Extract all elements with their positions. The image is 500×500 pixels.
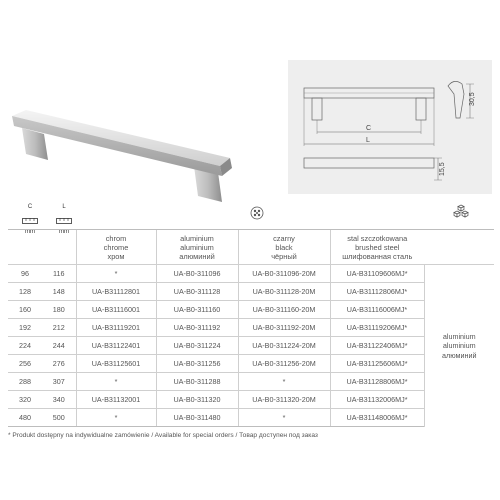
cell-l: 180 — [42, 301, 76, 319]
cell-aluminium: UA-B0-311192 — [156, 319, 238, 337]
cell-aluminium: UA-B0-311320 — [156, 391, 238, 409]
cell-chrome: UA-B31132001 — [76, 391, 156, 409]
cell-chrome: UA-B31122401 — [76, 337, 156, 355]
cell-l: 244 — [42, 337, 76, 355]
cell-c: 96 — [8, 265, 42, 283]
table-row — [8, 391, 494, 409]
table-row — [8, 355, 494, 373]
technical-drawing-panel — [288, 60, 492, 194]
cell-c: 320 — [8, 391, 42, 409]
ruler-icon — [22, 218, 38, 224]
cell-chrome: UA-B31119201 — [76, 319, 156, 337]
cell-l: 340 — [42, 391, 76, 409]
cell-c: 224 — [8, 337, 42, 355]
cell-brushed-steel: UA-B31132006MJ* — [330, 391, 424, 409]
cell-black: UA-B0-311160-20M — [238, 301, 330, 319]
table-row — [8, 265, 494, 283]
table-header-row — [8, 230, 494, 265]
cell-l: 148 — [42, 283, 76, 301]
cell-black: UA-B0-311096-20M — [238, 265, 330, 283]
cell-black: UA-B0-311224-20M — [238, 337, 330, 355]
cell-brushed-steel: UA-B31125606MJ* — [330, 355, 424, 373]
table-row — [8, 301, 494, 319]
header-l — [42, 230, 76, 265]
header-c — [8, 230, 42, 265]
table-row — [8, 373, 494, 391]
header-aluminium: aluminium aluminium алюминий — [156, 230, 238, 265]
table-row — [8, 337, 494, 355]
cell-chrome: UA-B31116001 — [76, 301, 156, 319]
grain-icon — [250, 206, 264, 220]
cell-brushed-steel: UA-B31122406MJ* — [330, 337, 424, 355]
cell-c: 160 — [8, 301, 42, 319]
cell-aluminium: UA-B0-311256 — [156, 355, 238, 373]
cell-brushed-steel: UA-B31119206MJ* — [330, 319, 424, 337]
cell-chrome: * — [76, 409, 156, 427]
cell-c: 480 — [8, 409, 42, 427]
footnote: * Produkt dostępny na indywidualne zamówienie / Available for special orders / Товар доступен под заказ — [8, 432, 318, 439]
header-black: czarny black чёрный — [238, 230, 330, 265]
table-row — [8, 409, 494, 427]
cell-brushed-steel: UA-B31148006MJ* — [330, 409, 424, 427]
cell-l: 500 — [42, 409, 76, 427]
technical-drawing — [288, 60, 492, 194]
cell-black: UA-B0-311320-20M — [238, 391, 330, 409]
ruler-icon — [56, 218, 72, 224]
cell-aluminium: UA-B0-311288 — [156, 373, 238, 391]
cell-aluminium: UA-B0-311224 — [156, 337, 238, 355]
cell-l: 116 — [42, 265, 76, 283]
table-row — [8, 319, 494, 337]
l-unit-label: mm — [59, 229, 69, 235]
cell-brushed-steel: UA-B31116006MJ* — [330, 301, 424, 319]
dim-label-depth: 15,5 — [439, 162, 446, 176]
cell-black: UA-B0-311128-20M — [238, 283, 330, 301]
cell-chrome: * — [76, 265, 156, 283]
cell-c: 128 — [8, 283, 42, 301]
cell-l: 212 — [42, 319, 76, 337]
cell-aluminium: UA-B0-311480 — [156, 409, 238, 427]
cell-l: 276 — [42, 355, 76, 373]
cell-aluminium: UA-B0-311128 — [156, 283, 238, 301]
cell-l: 307 — [42, 373, 76, 391]
cell-brushed-steel: UA-B31128806MJ* — [330, 373, 424, 391]
cell-black: UA-B0-311256-20M — [238, 355, 330, 373]
c-icon-label: C — [27, 204, 33, 210]
cell-brushed-steel: UA-B31112806MJ* — [330, 283, 424, 301]
spec-table — [8, 229, 494, 427]
cell-black: UA-B0-311192-20M — [238, 319, 330, 337]
cell-black: * — [238, 373, 330, 391]
cell-c: 288 — [8, 373, 42, 391]
dim-label-height: 30,5 — [469, 92, 476, 106]
header-finish — [424, 230, 494, 265]
finish-note: aluminium aluminium алюминий — [424, 265, 494, 427]
cell-chrome: * — [76, 373, 156, 391]
table-row — [8, 283, 494, 301]
dim-label-c: C — [366, 125, 372, 132]
cell-chrome: UA-B31112801 — [76, 283, 156, 301]
cell-brushed-steel: UA-B31109606MJ* — [330, 265, 424, 283]
cell-aluminium: UA-B0-311096 — [156, 265, 238, 283]
cell-black: * — [238, 409, 330, 427]
header-chrome: chrom chrome хром — [76, 230, 156, 265]
cell-c: 192 — [8, 319, 42, 337]
header-brushed-steel: stal szczotkowana brushed steel шлифованная сталь — [330, 230, 424, 265]
dim-label-l: L — [366, 137, 370, 144]
c-unit-label: mm — [25, 229, 35, 235]
cell-c: 256 — [8, 355, 42, 373]
product-photo — [8, 98, 238, 208]
l-icon-label: L — [62, 204, 66, 210]
cell-chrome: UA-B31125601 — [76, 355, 156, 373]
cell-aluminium: UA-B0-311160 — [156, 301, 238, 319]
cube-stack-icon — [452, 204, 470, 220]
